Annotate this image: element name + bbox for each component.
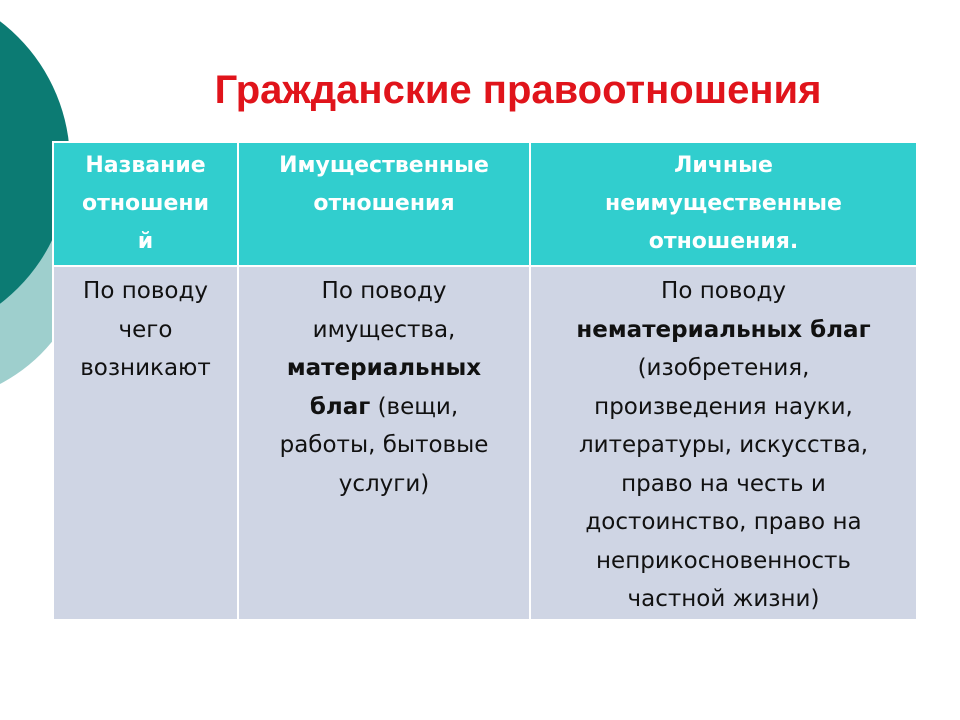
- header-personal-relations: Личные неимущественные отношения.: [530, 142, 917, 266]
- table-row: [53, 266, 917, 620]
- bold-goods: благ: [309, 393, 371, 420]
- cell-non-material-goods: По поводу нематериальных благ (изобретения, произведения науки, литературы, искусства, право на честь и достоинство, право на неприкосновенность частной жизни): [530, 266, 917, 620]
- cell-arises-about: По поводу чего возникают: [53, 266, 238, 620]
- bold-non-material: нематериальных благ: [576, 316, 871, 343]
- table-header-row: [53, 142, 917, 266]
- relations-table: [52, 141, 918, 621]
- header-relation-name: Название отношени й: [53, 142, 238, 266]
- header-property-relations: Имущественные отношения: [238, 142, 530, 266]
- cell-property-goods: По поводу имущества, материальных благ (вещи, работы, бытовые услуги): [238, 266, 530, 620]
- bold-material: материальных: [286, 355, 482, 381]
- slide-title: Гражданские правоотношения: [214, 68, 822, 112]
